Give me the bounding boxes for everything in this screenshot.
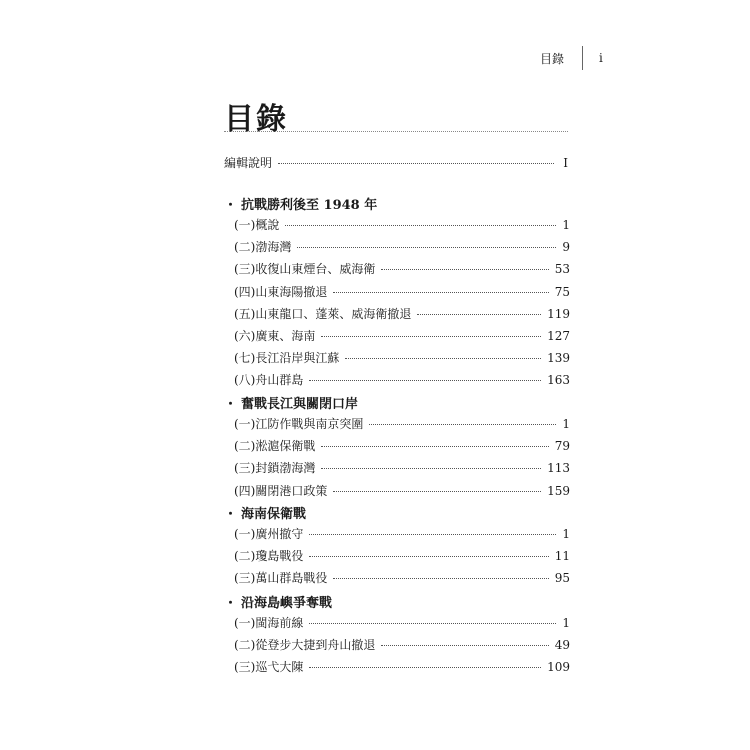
- toc-entry-page: 159: [547, 483, 570, 498]
- toc-entry-label: 舟山群島: [255, 373, 304, 388]
- toc-entry[interactable]: [234, 636, 570, 656]
- toc-entry[interactable]: [234, 437, 570, 457]
- toc-entry-number: (三): [234, 660, 256, 675]
- toc-entry-number: (三): [234, 461, 256, 476]
- toc-entry-page: 1: [562, 218, 570, 232]
- toc-entry[interactable]: [234, 327, 570, 347]
- toc-entry[interactable]: [234, 238, 570, 258]
- title-divider: [224, 131, 568, 132]
- toc-entry-page: 127: [547, 329, 570, 343]
- toc-entry-number: (二): [234, 240, 256, 255]
- toc-entry[interactable]: [234, 260, 570, 280]
- toc-entry-label: 關閉港口政策: [255, 483, 328, 498]
- dot-leader: [369, 424, 556, 425]
- dot-leader: [309, 556, 548, 557]
- toc-entry-page: 1: [562, 417, 570, 431]
- toc-entry-label: 封鎖渤海灣: [255, 461, 316, 476]
- dot-leader: [309, 623, 556, 624]
- toc-entry-page: 49: [554, 638, 570, 653]
- toc-entry[interactable]: [234, 371, 570, 391]
- toc-entry-page: 75: [554, 284, 570, 299]
- bullet-mark: ・: [224, 596, 238, 611]
- toc-entry-page: 163: [547, 373, 570, 388]
- section-title: 奮戰長江與關閉口岸: [241, 397, 359, 412]
- toc-entry-label: 廣東、海南: [255, 329, 316, 343]
- dot-leader: [345, 358, 541, 359]
- toc-entry-label: 淞滬保衛戰: [255, 439, 316, 454]
- dot-leader: [381, 269, 548, 270]
- page-title: 目錄: [224, 102, 288, 137]
- toc-entry-label: 瓊島戰役: [255, 549, 304, 564]
- toc-entry-number: (三): [234, 571, 256, 586]
- toc-entry-label: 廣州撤守: [255, 527, 304, 541]
- section-title: 海南保衛戰: [241, 507, 307, 522]
- toc-entry-label: 萬山群島戰役: [255, 571, 328, 586]
- toc-entry[interactable]: [234, 658, 570, 678]
- toc-entry-page: 1: [562, 616, 570, 630]
- dot-leader: [333, 292, 548, 293]
- toc-entry[interactable]: [234, 569, 570, 589]
- toc-entry[interactable]: [234, 349, 570, 369]
- toc-entry-page: I: [563, 156, 568, 170]
- dot-leader: [381, 645, 548, 646]
- dot-leader: [321, 336, 541, 337]
- bullet-mark: ・: [224, 198, 238, 213]
- toc-entry-number: (一): [234, 616, 256, 630]
- section-title: 沿海島嶼爭奪戰: [241, 596, 333, 611]
- toc-entry-page: 11: [554, 549, 570, 564]
- bullet-mark: ・: [224, 507, 238, 522]
- toc-entry-label: 江防作戰與南京突圍: [255, 417, 364, 431]
- dot-leader: [321, 468, 541, 469]
- toc-entry-number: (一): [234, 417, 256, 431]
- toc-entry-label: 編輯說明: [224, 156, 273, 170]
- toc-entry-label: 長江沿岸與江蘇: [255, 351, 340, 366]
- dot-leader: [321, 446, 548, 447]
- dot-leader: [333, 491, 541, 492]
- header-divider: [582, 46, 583, 70]
- toc-entry-label: 收復山東煙台、威海衛: [255, 262, 376, 277]
- toc-entry-page: 95: [554, 571, 570, 586]
- dot-leader: [333, 578, 548, 579]
- toc-entry-label: 山東海陽撤退: [255, 284, 328, 299]
- toc-entry-number: (二): [234, 638, 256, 653]
- toc-section-heading[interactable]: [224, 592, 332, 614]
- toc-entry[interactable]: [234, 482, 570, 502]
- toc-entry-number: (八): [234, 373, 256, 388]
- toc-entry[interactable]: [234, 614, 570, 634]
- toc-entry-page: 113: [547, 461, 570, 476]
- dot-leader: [278, 163, 554, 164]
- running-header-title: 目錄: [540, 51, 565, 66]
- toc-entry-page: 1: [562, 527, 570, 541]
- section-title: 抗戰勝利後至 1948 年: [241, 198, 378, 213]
- toc-entry-number: (一): [234, 218, 256, 232]
- toc-entry-page: 79: [554, 439, 570, 454]
- toc-section-heading[interactable]: [224, 194, 377, 216]
- toc-entry-page: 109: [547, 660, 570, 675]
- dot-leader: [297, 247, 556, 248]
- dot-leader: [417, 314, 541, 315]
- toc-entry-number: (三): [234, 262, 256, 277]
- toc-entry[interactable]: [234, 283, 570, 303]
- dot-leader: [309, 534, 556, 535]
- toc-entry-number: (四): [234, 483, 256, 498]
- toc-entry-number: (二): [234, 439, 256, 454]
- toc-entry[interactable]: [234, 525, 570, 545]
- toc-entry[interactable]: [234, 305, 570, 325]
- page-number: i: [599, 51, 603, 65]
- toc-entry-page: 9: [562, 240, 570, 255]
- toc-entry-page: 139: [547, 351, 570, 366]
- toc-entry-label: 巡弋大陳: [255, 660, 304, 675]
- toc-entry-page: 53: [554, 262, 570, 277]
- toc-entry-preface[interactable]: [224, 154, 568, 174]
- toc-entry-label: 渤海灣: [255, 240, 292, 255]
- dot-leader: [285, 225, 556, 226]
- toc-entry-number: (六): [234, 329, 256, 343]
- toc-entry-number: (五): [234, 306, 256, 321]
- toc-entry[interactable]: [234, 459, 570, 479]
- toc-section-heading[interactable]: [224, 503, 306, 525]
- toc-entry-number: (七): [234, 351, 256, 366]
- running-header: [540, 48, 603, 68]
- dot-leader: [309, 380, 541, 381]
- toc-entry-label: 概說: [255, 218, 280, 232]
- toc-entry-number: (二): [234, 549, 256, 564]
- toc-entry[interactable]: [234, 216, 570, 236]
- toc-entry[interactable]: [234, 415, 570, 435]
- toc-entry-page: 119: [547, 306, 570, 321]
- toc-entry-label: 閩海前線: [255, 616, 304, 630]
- toc-entry-label: 從登步大捷到舟山撤退: [255, 638, 376, 653]
- toc-entry-number: (四): [234, 284, 256, 299]
- toc-entry[interactable]: [234, 547, 570, 567]
- bullet-mark: ・: [224, 397, 238, 412]
- toc-section-heading[interactable]: [224, 393, 358, 415]
- toc-entry-number: (一): [234, 527, 256, 541]
- dot-leader: [309, 667, 541, 668]
- toc-entry-label: 山東龍口、蓬萊、威海衛撤退: [255, 306, 412, 321]
